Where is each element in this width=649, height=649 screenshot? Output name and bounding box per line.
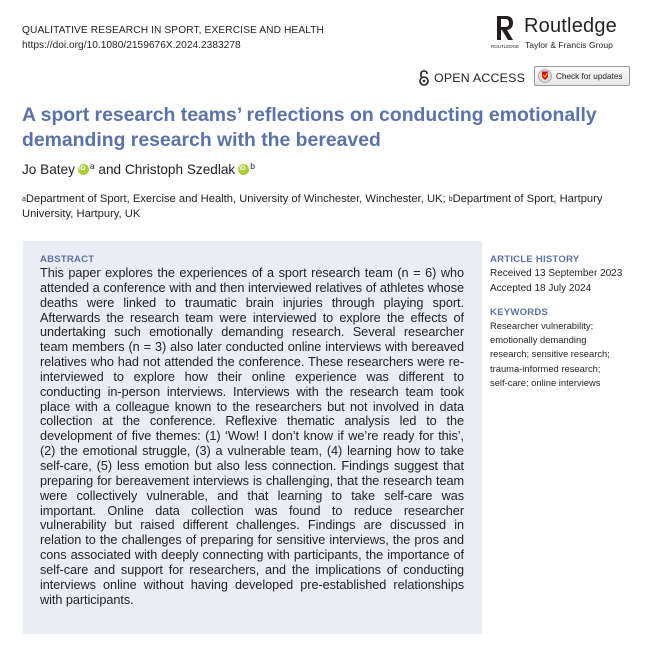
accepted-date: Accepted 18 July 2024 <box>490 282 592 294</box>
abstract-panel <box>23 241 482 634</box>
keyword-line: trauma-informed research; <box>490 362 601 374</box>
orcid-icon[interactable] <box>78 164 89 175</box>
open-access-badge <box>418 70 525 86</box>
keyword-line: self-care; online interviews <box>490 376 601 388</box>
author-list <box>22 162 255 177</box>
keyword-line: research; sensitive research; <box>490 348 610 360</box>
svg-text:ROUTLEDGE: ROUTLEDGE <box>490 44 520 49</box>
keywords-section <box>490 307 640 390</box>
abstract-text: This paper explores the experiences of a sport research team (n = 6) who attended a conference with and then interviewed relatives of athletes whose deaths were linked to traumatic brain injuries through playing sport. Afterwards the research team were interviewed to explore the effects of undertaking such emotionally demanding research. Several researcher team members (n = 3) also later conducted online interviews with bereaved relatives who had not attended the conference. These researchers were re-interviewed to explore how their online experience was different to conducting in-person interviews. Interviews with the research team took place with a colleague known to the researchers but not involved in data collection at the conference. Reflexive thematic analysis led to the development of five themes: (1) ‘Wow! I don’t know if we’re ready for this’, (2) the emotional struggle, (3) a vulnerable team, (4) learning how to take self-care, (5) less emotion but also less connection. Findings suggest that preparing for bereavement interviews is challenging, that the research team were collectively vulnerable, and that learning to take self-care was important. Online data collection was found to reduce researcher vulnerability but raised different challenges. Findings are discussed in relation to the challenges of preparing for sensitive interviews, the pros and cons associated with deeply connecting with participants, the importance of self-care and support for researchers, and the implications of conducting interviews online without having developed pre-established relationships with participants. <box>40 266 464 607</box>
orcid-icon[interactable] <box>238 164 249 175</box>
affiliation-text: Department of Sport, Hartpury University, Hartpury, UK <box>22 193 603 220</box>
affiliation-mark: a <box>22 196 26 203</box>
keywords-heading: KEYWORDS <box>490 307 549 318</box>
journal-name: QUALITATIVE RESEARCH IN SPORT, EXERCISE AND HEALTH <box>22 25 325 36</box>
author-name[interactable]: Christoph Szedlak <box>124 162 236 177</box>
publisher-name: Routledge <box>524 15 617 37</box>
affiliation-text: Department of Sport, Exercise and Health, University of Winchester, Winchester, UK; <box>25 193 449 205</box>
open-lock-icon <box>418 70 430 86</box>
open-access-label: OPEN ACCESS <box>434 71 526 85</box>
article-history-heading: ARTICLE HISTORY <box>490 254 580 265</box>
author-separator: and <box>94 162 125 177</box>
author-name[interactable]: Jo Batey <box>22 162 75 177</box>
keyword-line: Researcher vulnerability; <box>490 320 594 331</box>
article-history <box>490 254 640 297</box>
crossmark-icon <box>538 69 552 83</box>
affiliation-mark: b <box>448 196 453 203</box>
author-affiliation-mark: a <box>89 161 95 171</box>
check-for-updates-label: Check for updates <box>556 71 623 81</box>
abstract-heading: ABSTRACT <box>40 254 95 265</box>
received-date: Received 13 September 2023 <box>490 268 623 279</box>
publisher-logo[interactable] <box>490 14 634 50</box>
article-title: A sport research teams’ reflections on conducting emotionally demanding research with the bereaved <box>22 104 597 151</box>
keyword-line: emotionally demanding <box>490 334 587 346</box>
publisher-group: Taylor & Francis Group <box>525 40 613 50</box>
routledge-logo-icon <box>490 14 520 50</box>
affiliations <box>22 192 622 222</box>
check-for-updates-button[interactable] <box>534 66 630 86</box>
author-affiliation-mark: b <box>250 161 255 171</box>
doi-link[interactable]: https://doi.org/10.1080/2159676X.2024.2383278 <box>22 40 241 51</box>
